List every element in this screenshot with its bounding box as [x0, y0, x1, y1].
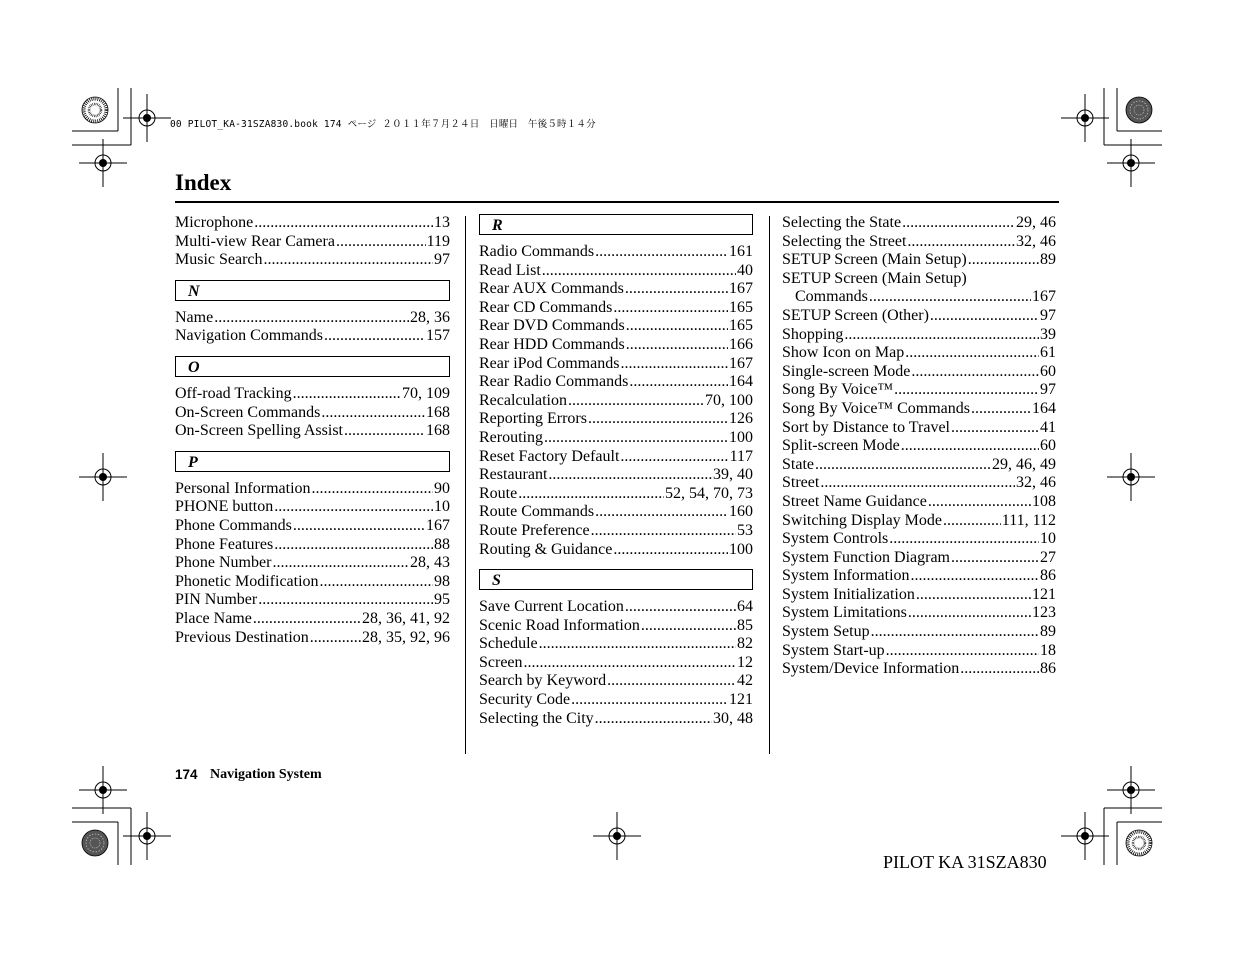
index-entry: [479, 617, 753, 636]
index-entry: [175, 404, 450, 423]
index-entry: [782, 493, 1056, 512]
index-entry: [479, 710, 753, 729]
dot-leader: [815, 456, 991, 475]
entry-pages: 89: [1040, 251, 1056, 269]
entry-label: System Start-up: [782, 641, 885, 659]
entry-label: Phone Commands: [175, 516, 292, 534]
dot-leader: [625, 598, 736, 617]
entry-label: Commands: [795, 288, 868, 306]
index-entry: [175, 309, 450, 328]
entry-label: Previous Destination: [175, 628, 309, 646]
dot-leader: [321, 404, 425, 423]
entry-pages: 40: [737, 261, 753, 279]
dot-leader: [607, 672, 736, 691]
dot-leader: [595, 503, 728, 522]
index-entry: [479, 672, 753, 691]
index-entry: [782, 660, 1056, 679]
letter-heading: R: [479, 214, 753, 235]
index-entry: [479, 336, 753, 355]
entry-label: Rear iPod Commands: [479, 354, 620, 372]
dot-leader: [869, 288, 1031, 307]
dot-leader: [951, 419, 1039, 438]
entry-label: Search by Keyword: [479, 672, 607, 690]
index-entry: [479, 448, 753, 467]
index-entry: [175, 591, 450, 610]
entry-label: Save Current Location: [479, 598, 624, 616]
dot-leader: [274, 536, 433, 555]
dot-leader: [542, 262, 736, 281]
entry-pages: 61: [1040, 344, 1056, 362]
index-entry: [175, 251, 450, 270]
entry-pages: 108: [1032, 492, 1056, 510]
dot-leader: [620, 355, 728, 374]
entry-pages: 97: [1040, 381, 1056, 399]
dot-leader: [626, 336, 728, 355]
dot-leader: [907, 233, 1015, 252]
index-entry: [175, 554, 450, 573]
column-divider: [465, 216, 466, 754]
index-entry: [479, 280, 753, 299]
entry-pages: 157: [426, 327, 450, 345]
entry-label: SETUP Screen (Main Setup): [782, 251, 967, 269]
entry-label: Navigation Commands: [175, 327, 323, 345]
index-entry: [175, 498, 450, 517]
index-entry: [479, 299, 753, 318]
dot-leader: [889, 530, 1039, 549]
dot-leader: [911, 363, 1039, 382]
entry-label: Music Search: [175, 251, 263, 269]
dot-leader: [588, 410, 728, 429]
entry-label: Place Name: [175, 609, 252, 627]
index-entry: [479, 503, 753, 522]
entry-pages: 167: [426, 516, 450, 534]
entry-pages: 12: [737, 653, 753, 671]
entry-label: Phone Features: [175, 535, 274, 553]
index-entry: [175, 327, 450, 346]
entry-pages: 89: [1040, 623, 1056, 641]
entry-pages: 39: [1040, 325, 1056, 343]
dot-leader: [595, 710, 712, 729]
index-entry: [479, 243, 753, 262]
entry-label: Street: [782, 474, 820, 492]
index-entry: [782, 512, 1056, 531]
entry-label: Selecting the City: [479, 709, 594, 727]
letter-heading: N: [175, 280, 450, 301]
dot-leader: [518, 485, 664, 504]
index-column-2: [479, 214, 753, 728]
dot-leader: [548, 466, 712, 485]
dot-leader: [320, 573, 433, 592]
dot-leader: [901, 437, 1039, 456]
entry-pages: 160: [729, 503, 753, 521]
entry-label: Radio Commands: [479, 243, 595, 260]
entry-label: On-Screen Commands: [175, 403, 321, 421]
index-entry: [175, 536, 450, 555]
dot-leader: [629, 373, 728, 392]
entry-pages: 100: [729, 540, 753, 558]
dot-leader: [254, 214, 433, 233]
letter-heading: S: [479, 569, 753, 590]
index-entry: [782, 381, 1056, 400]
print-header: 00 PILOT_KA-31SZA830.book 174 ページ ２０１１年７月２４日 日曜日 午後５時１４分: [170, 119, 596, 130]
dot-leader: [871, 623, 1039, 642]
dot-leader: [293, 385, 401, 404]
entry-pages: 86: [1040, 567, 1056, 585]
entry-pages: 28, 36: [410, 308, 450, 326]
entry-pages: 41: [1040, 418, 1056, 436]
index-entry: [175, 629, 450, 648]
index-entry: [782, 549, 1056, 568]
entry-pages: 168: [426, 403, 450, 421]
entry-pages: 121: [1032, 585, 1056, 603]
index-entry: [782, 288, 1056, 307]
entry-label: Route Commands: [479, 503, 595, 521]
dot-leader: [613, 299, 728, 318]
entry-pages: 164: [1032, 399, 1056, 417]
dot-leader: [539, 635, 736, 654]
entry-pages: 60: [1040, 437, 1056, 455]
dot-leader: [894, 381, 1039, 400]
index-entry: [479, 373, 753, 392]
entry-pages: 97: [1040, 306, 1056, 324]
entry-label: Selecting the State: [782, 214, 902, 231]
entry-pages: 165: [729, 317, 753, 335]
entry-label: System/Device Information: [782, 660, 960, 678]
entry-label: Rear HDD Commands: [479, 335, 625, 353]
entry-pages: 111, 112: [1001, 511, 1056, 529]
entry-label: System Information: [782, 567, 910, 585]
index-entry: [782, 530, 1056, 549]
index-entry: [479, 541, 753, 560]
dot-leader: [312, 480, 433, 499]
entry-pages: 164: [729, 373, 753, 391]
page-title: Index: [175, 170, 232, 195]
index-entry: [479, 317, 753, 336]
dot-leader: [971, 400, 1031, 419]
index-entry: [782, 437, 1056, 456]
index-entry: [782, 567, 1056, 586]
index-entry: [175, 610, 450, 629]
index-entry: [479, 522, 753, 541]
dot-leader: [641, 617, 736, 636]
entry-label: Selecting the Street: [782, 232, 907, 250]
entry-label: Sort by Distance to Travel: [782, 418, 950, 436]
entry-pages: 161: [729, 243, 753, 260]
entry-pages: 121: [729, 691, 753, 709]
dot-leader: [625, 280, 728, 299]
index-column-1: [175, 214, 450, 647]
title-rule: [175, 201, 1059, 203]
entry-label: Personal Information: [175, 479, 311, 497]
entry-label: Single-screen Mode: [782, 362, 911, 380]
dot-leader: [324, 327, 425, 346]
dot-leader: [568, 392, 704, 411]
entry-label: Restaurant: [479, 466, 548, 484]
group-spacer: [175, 441, 450, 451]
entry-pages: 30, 48: [713, 709, 753, 727]
entry-label: SETUP Screen (Main Setup): [782, 269, 967, 287]
entry-pages: 98: [434, 572, 450, 590]
index-entry: [175, 385, 450, 404]
dot-leader: [968, 251, 1039, 270]
entry-label: Name: [175, 308, 214, 326]
index-entry: [782, 623, 1056, 642]
entry-label: On-Screen Spelling Assist: [175, 422, 343, 440]
footer-page-number: 174: [175, 767, 198, 782]
entry-pages: 165: [729, 298, 753, 316]
index-entry: [175, 573, 450, 592]
entry-pages: 10: [1040, 530, 1056, 548]
dot-leader: [274, 498, 433, 517]
entry-pages: 97: [434, 251, 450, 269]
entry-pages: 86: [1040, 660, 1056, 678]
dot-leader: [902, 214, 1015, 233]
entry-label: Song By Voice™ Commands: [782, 399, 970, 417]
entry-label: Phone Number: [175, 554, 272, 572]
footer-section-title: Navigation System: [210, 767, 322, 782]
entry-label: Screen: [479, 653, 523, 671]
entry-label: System Controls: [782, 530, 889, 548]
entry-pages: 88: [434, 535, 450, 553]
index-entry: [175, 517, 450, 536]
entry-pages: 18: [1040, 641, 1056, 659]
dot-leader: [264, 251, 433, 270]
dot-leader: [310, 629, 361, 648]
entry-pages: 166: [729, 335, 753, 353]
dot-leader: [928, 493, 1031, 512]
index-entry: [479, 691, 753, 710]
dot-leader: [911, 567, 1039, 586]
index-entry: [782, 214, 1056, 233]
entry-label: Read List: [479, 261, 541, 279]
entry-label: Switching Display Mode: [782, 511, 942, 529]
entry-pages: 167: [729, 354, 753, 372]
dot-leader: [951, 549, 1039, 568]
entry-pages: 29, 46: [1016, 214, 1056, 231]
entry-label: PIN Number: [175, 591, 258, 609]
index-entry: [782, 400, 1056, 419]
index-entry: [479, 262, 753, 281]
entry-label: System Limitations: [782, 604, 907, 622]
model-code: PILOT KA 31SZA830: [883, 852, 1047, 872]
entry-pages: 60: [1040, 362, 1056, 380]
dot-leader: [844, 326, 1039, 345]
entry-pages: 39, 40: [713, 466, 753, 484]
group-spacer: [175, 346, 450, 356]
index-entry: [782, 307, 1056, 326]
entry-label: Scenic Road Information: [479, 616, 640, 634]
entry-label: Schedule: [479, 635, 538, 653]
dot-leader: [620, 448, 728, 467]
entry-label: Rerouting: [479, 428, 543, 446]
entry-pages: 53: [737, 521, 753, 539]
entry-label: System Setup: [782, 623, 870, 641]
index-entry: [479, 598, 753, 617]
dot-leader: [336, 233, 426, 252]
group-spacer: [479, 559, 753, 569]
dot-leader: [886, 642, 1039, 661]
dot-leader: [908, 604, 1031, 623]
index-entry: [782, 419, 1056, 438]
dot-leader: [253, 610, 361, 629]
index-entry: [782, 270, 1056, 289]
entry-pages: 64: [737, 598, 753, 616]
group-spacer: [175, 270, 450, 280]
entry-pages: 168: [426, 422, 450, 440]
index-entry: [479, 654, 753, 673]
entry-label: Reporting Errors: [479, 410, 587, 428]
dot-leader: [258, 591, 433, 610]
dot-leader: [571, 691, 728, 710]
dot-leader: [916, 586, 1031, 605]
entry-pages: 28, 43: [410, 554, 450, 572]
entry-label: Security Code: [479, 691, 571, 709]
index-entry: [479, 392, 753, 411]
entry-label: Microphone: [175, 214, 254, 231]
index-entry: [175, 214, 450, 233]
entry-pages: 100: [729, 428, 753, 446]
dot-leader: [272, 554, 409, 573]
index-entry: [479, 485, 753, 504]
letter-heading: O: [175, 356, 450, 377]
entry-pages: 119: [426, 232, 450, 250]
dot-leader: [820, 474, 1015, 493]
index-entry: [479, 635, 753, 654]
dot-leader: [595, 243, 728, 262]
entry-label: Route Preference: [479, 521, 590, 539]
dot-leader: [293, 517, 425, 536]
dot-leader: [524, 654, 736, 673]
entry-label: Split-screen Mode: [782, 437, 900, 455]
entry-pages: 32, 46: [1016, 474, 1056, 492]
entry-pages: 70, 109: [402, 384, 450, 402]
index-entry: [479, 355, 753, 374]
entry-label: Off-road Tracking: [175, 384, 292, 402]
index-entry: [479, 466, 753, 485]
dot-leader: [943, 512, 1001, 531]
entry-label: Show Icon on Map: [782, 344, 905, 362]
entry-pages: 90: [434, 479, 450, 497]
entry-pages: 32, 46: [1016, 232, 1056, 250]
entry-pages: 27: [1040, 548, 1056, 566]
index-entry: [782, 586, 1056, 605]
entry-label: Multi-view Rear Camera: [175, 232, 335, 250]
entry-label: Route: [479, 484, 518, 502]
entry-pages: 13: [434, 214, 450, 231]
entry-label: PHONE button: [175, 498, 274, 516]
entry-label: Street Name Guidance: [782, 492, 927, 510]
dot-leader: [960, 660, 1039, 679]
index-column-3: [782, 214, 1056, 679]
entry-pages: 167: [1032, 288, 1056, 306]
entry-pages: 10: [434, 498, 450, 516]
entry-label: Rear Radio Commands: [479, 373, 629, 391]
entry-pages: 82: [737, 635, 753, 653]
entry-label: Routing & Guidance: [479, 540, 613, 558]
entry-pages: 52, 54, 70, 73: [665, 484, 753, 502]
entry-pages: 29, 46, 49: [992, 455, 1056, 473]
entry-label: System Initialization: [782, 585, 915, 603]
entry-label: Phonetic Modification: [175, 572, 319, 590]
dot-leader: [544, 429, 728, 448]
entry-label: Recalculation: [479, 391, 567, 409]
dot-leader: [591, 522, 736, 541]
entry-pages: 70, 100: [705, 391, 753, 409]
dot-leader: [344, 422, 425, 441]
entry-pages: 117: [729, 447, 753, 465]
index-entry: [782, 604, 1056, 623]
index-entry: [175, 480, 450, 499]
dot-leader: [626, 317, 728, 336]
entry-label: Shopping: [782, 325, 844, 343]
dot-leader: [613, 541, 728, 560]
entry-label: Rear AUX Commands: [479, 280, 624, 298]
index-entry: [782, 326, 1056, 345]
entry-pages: 28, 35, 92, 96: [362, 628, 450, 646]
index-entry: [479, 429, 753, 448]
index-entry: [782, 456, 1056, 475]
entry-pages: 95: [434, 591, 450, 609]
index-entry: [175, 422, 450, 441]
entry-pages: 85: [737, 616, 753, 634]
index-entry: [175, 233, 450, 252]
entry-label: System Function Diagram: [782, 548, 950, 566]
index-entry: [782, 344, 1056, 363]
entry-label: State: [782, 455, 814, 473]
dot-leader: [214, 309, 409, 328]
entry-label: Song By Voice™: [782, 381, 894, 399]
entry-pages: 126: [729, 410, 753, 428]
entry-label: Rear DVD Commands: [479, 317, 625, 335]
index-entry: [782, 251, 1056, 270]
entry-pages: 123: [1032, 604, 1056, 622]
index-entry: [782, 363, 1056, 382]
letter-heading: P: [175, 451, 450, 472]
entry-pages: 167: [729, 280, 753, 298]
column-divider: [769, 216, 770, 754]
entry-pages: 28, 36, 41, 92: [362, 609, 450, 627]
index-entry: [479, 410, 753, 429]
index-entry: [782, 642, 1056, 661]
entry-pages: 42: [737, 672, 753, 690]
index-entry: [782, 233, 1056, 252]
dot-leader: [930, 307, 1039, 326]
entry-label: Reset Factory Default: [479, 447, 620, 465]
index-entry: [782, 474, 1056, 493]
entry-label: Rear CD Commands: [479, 298, 613, 316]
dot-leader: [905, 344, 1039, 363]
entry-label: SETUP Screen (Other): [782, 306, 929, 324]
